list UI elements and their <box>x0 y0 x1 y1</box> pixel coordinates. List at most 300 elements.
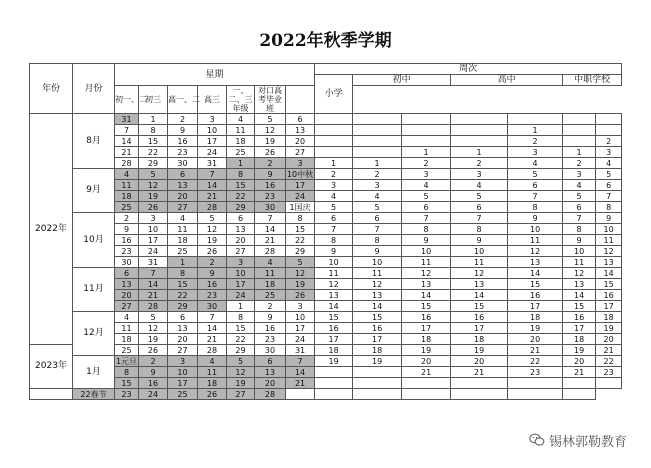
week-number-cell: 15 <box>563 301 596 312</box>
day-cell: 27 <box>168 345 198 356</box>
vocational-header: 中职学校 <box>563 75 622 86</box>
day-cell: 12 <box>198 224 227 235</box>
day-cell: 3 <box>286 158 315 169</box>
table-row <box>30 378 622 389</box>
day-cell: 3 <box>227 257 255 268</box>
week-number-cell: 18 <box>353 345 402 356</box>
week-number-cell <box>402 114 451 125</box>
table-row <box>30 290 622 301</box>
week-number-cell: 10 <box>451 246 508 257</box>
day-cell: 23 <box>255 191 286 202</box>
day-cell: 17 <box>198 136 227 147</box>
day-cell: 20 <box>115 290 139 301</box>
table-row <box>30 180 622 191</box>
day-cell: 6 <box>168 312 198 323</box>
day-cell: 12 <box>139 180 168 191</box>
day-cell: 24 <box>227 290 255 301</box>
day-cell: 6 <box>227 213 255 224</box>
day-cell: 21 <box>115 147 139 158</box>
table-row <box>30 323 622 334</box>
week-number-cell <box>563 125 596 136</box>
week-number-cell <box>508 389 563 400</box>
weekday-header: 星期 <box>115 64 315 86</box>
day-cell: 24 <box>198 147 227 158</box>
week-number-cell: 21 <box>402 367 451 378</box>
week-number-cell: 3 <box>402 169 451 180</box>
week-number-cell: 10 <box>596 224 622 235</box>
day-cell: 26 <box>255 147 286 158</box>
table-row <box>30 235 622 246</box>
day-cell: 20 <box>255 378 286 389</box>
day-cell: 5 <box>139 169 168 180</box>
day-cell: 5 <box>286 257 315 268</box>
week-number-cell: 12 <box>402 268 451 279</box>
table-row <box>30 389 622 400</box>
day-cell: 16 <box>255 323 286 334</box>
week-number-cell: 7 <box>563 213 596 224</box>
week-number-cell: 20 <box>451 356 508 367</box>
week-number-cell: 18 <box>402 334 451 345</box>
week-number-cell: 6 <box>402 202 451 213</box>
week-number-cell: 9 <box>315 246 353 257</box>
week-number-cell <box>315 147 353 158</box>
day-cell: 4 <box>255 257 286 268</box>
day-cell: 3 <box>139 213 168 224</box>
week-number-cell: 5 <box>353 202 402 213</box>
day-cell: 21 <box>139 290 168 301</box>
month-cell: 10月 <box>73 213 115 268</box>
week-number-cell: 4 <box>451 180 508 191</box>
week-number-cell: 8 <box>563 224 596 235</box>
table-row <box>30 246 622 257</box>
week-number-cell <box>353 147 402 158</box>
day-cell: 30 <box>198 301 227 312</box>
day-cell: 13 <box>227 224 255 235</box>
day-cell: 13 <box>168 180 198 191</box>
week-number-cell: 4 <box>563 180 596 191</box>
month-cell: 11月 <box>73 268 115 312</box>
week-number-cell <box>563 378 596 389</box>
calendar-table <box>29 63 622 400</box>
week-number-cell: 12 <box>508 246 563 257</box>
week-number-cell: 20 <box>563 356 596 367</box>
week-number-cell: 14 <box>451 290 508 301</box>
day-cell: 1国庆 <box>286 202 315 213</box>
week-number-cell: 22 <box>508 356 563 367</box>
week-number-cell: 12 <box>563 268 596 279</box>
day-cell: 20 <box>286 136 315 147</box>
table-row <box>30 279 622 290</box>
table-row <box>30 158 622 169</box>
week-number-cell: 5 <box>508 169 563 180</box>
day-cell: 9 <box>168 125 198 136</box>
day-cell: 5 <box>139 312 168 323</box>
day-cell: 23 <box>168 147 198 158</box>
day-cell: 11 <box>115 323 139 334</box>
week-number-cell: 17 <box>596 301 622 312</box>
day-cell: 30 <box>255 202 286 213</box>
day-cell: 16 <box>168 136 198 147</box>
day-cell: 14 <box>198 323 227 334</box>
week-number-cell: 21 <box>451 367 508 378</box>
day-cell: 5 <box>227 356 255 367</box>
day-cell: 28 <box>255 389 286 400</box>
day-cell: 25 <box>168 246 198 257</box>
week-number-cell: 8 <box>402 224 451 235</box>
table-row <box>30 312 622 323</box>
day-cell: 4 <box>168 213 198 224</box>
week-number-cell <box>402 136 451 147</box>
week-number-cell: 16 <box>508 290 563 301</box>
day-cell: 10 <box>286 312 315 323</box>
day-cell: 10中秋 <box>286 169 314 179</box>
week-number-cell: 14 <box>402 290 451 301</box>
day-cell: 22 <box>168 290 198 301</box>
day-cell: 14 <box>115 136 139 147</box>
day-cell: 25 <box>168 389 198 400</box>
table-row <box>30 213 622 224</box>
week-number-cell: 11 <box>563 257 596 268</box>
day-cell: 13 <box>255 367 286 378</box>
day-cell: 16 <box>255 180 286 191</box>
week-number-cell: 18 <box>315 345 353 356</box>
month-cell: 9月 <box>73 169 115 213</box>
week-number-cell: 16 <box>353 323 402 334</box>
day-cell: 2 <box>255 301 286 312</box>
day-cell: 15 <box>227 323 255 334</box>
day-cell: 1 <box>227 301 255 312</box>
week-number-cell: 13 <box>353 290 402 301</box>
day-cell: 24 <box>139 389 168 400</box>
day-cell: 12 <box>255 125 286 136</box>
day-cell: 23 <box>115 246 139 257</box>
week-number-cell <box>353 389 402 400</box>
year-cell: 2023年 <box>30 345 73 389</box>
day-cell: 14 <box>198 180 227 191</box>
day-cell: 23 <box>255 334 286 345</box>
day-cell: 21 <box>286 378 315 389</box>
table-row <box>30 125 622 136</box>
week-number-cell: 9 <box>563 235 596 246</box>
page-title: 2022年秋季学期 <box>259 31 392 51</box>
day-cell: 20 <box>168 334 198 345</box>
week-number-cell: 11 <box>402 257 451 268</box>
week-number-cell: 19 <box>353 356 402 367</box>
week-number-cell: 13 <box>451 279 508 290</box>
week-number-cell: 14 <box>353 301 402 312</box>
week-number-cell: 11 <box>315 268 353 279</box>
day-cell: 7 <box>198 312 227 323</box>
week-number-cell: 8 <box>315 235 353 246</box>
week-number-cell: 20 <box>596 334 622 345</box>
week-number-cell: 21 <box>563 367 596 378</box>
day-cell: 19 <box>286 279 315 290</box>
day-cell: 8 <box>139 125 168 136</box>
week-number-cell: 2 <box>402 158 451 169</box>
table-row <box>30 301 622 312</box>
week-number-cell: 19 <box>402 345 451 356</box>
day-cell: 24 <box>286 334 315 345</box>
day-cell: 26 <box>139 345 168 356</box>
week-number-header: 周次 <box>315 64 622 75</box>
week-number-cell: 17 <box>451 323 508 334</box>
week-number-cell <box>353 136 402 147</box>
week-number-cell: 12 <box>451 268 508 279</box>
day-cell: 6 <box>168 169 198 180</box>
table-row <box>30 345 622 356</box>
week-number-cell: 16 <box>563 312 596 323</box>
day-cell: 6 <box>255 356 286 367</box>
week-number-cell: 5 <box>402 191 451 202</box>
week-number-cell: 19 <box>508 323 563 334</box>
week-number-cell <box>451 389 508 400</box>
table-row <box>30 191 622 202</box>
week-number-cell: 7 <box>451 213 508 224</box>
week-number-cell: 10 <box>508 224 563 235</box>
week-number-cell <box>451 125 508 136</box>
day-cell: 27 <box>227 389 255 400</box>
day-cell: 21 <box>198 191 227 202</box>
week-number-cell: 6 <box>508 180 563 191</box>
week-number-cell: 12 <box>353 279 402 290</box>
day-cell: 31 <box>139 257 168 268</box>
week-number-cell: 6 <box>563 202 596 213</box>
week-number-cell: 2 <box>563 158 596 169</box>
day-cell: 17 <box>227 279 255 290</box>
day-cell: 7 <box>115 125 139 136</box>
week-number-cell <box>315 136 353 147</box>
week-number-cell: 3 <box>508 147 563 158</box>
day-cell: 13 <box>115 279 139 290</box>
day-cell: 26 <box>198 246 227 257</box>
day-cell: 23 <box>115 389 139 400</box>
week-number-cell: 2 <box>508 136 563 147</box>
month-header: 月份 <box>73 64 115 114</box>
day-cell: 2 <box>255 158 286 169</box>
day-cell: 29 <box>168 301 198 312</box>
day-cell: 20 <box>227 235 255 246</box>
day-cell: 14 <box>139 279 168 290</box>
week-number-cell: 4 <box>353 191 402 202</box>
day-cell: 14 <box>255 224 286 235</box>
table-row <box>30 367 622 378</box>
week-number-cell: 7 <box>596 191 622 202</box>
day-cell: 16 <box>139 378 168 389</box>
week-number-cell: 8 <box>451 224 508 235</box>
day-cell: 22 <box>286 235 315 246</box>
week-number-cell: 15 <box>596 279 622 290</box>
week-number-cell: 3 <box>315 180 353 191</box>
day-cell: 26 <box>139 202 168 213</box>
day-cell: 8 <box>286 213 315 224</box>
week-number-cell: 17 <box>402 323 451 334</box>
day-cell: 1 <box>227 158 255 169</box>
day-cell: 25 <box>115 345 139 356</box>
day-cell: 13 <box>168 323 198 334</box>
week-number-cell <box>353 125 402 136</box>
day-cell: 28 <box>139 301 168 312</box>
week-number-cell: 7 <box>508 191 563 202</box>
week-number-cell <box>596 125 622 136</box>
month-cell: 8月 <box>73 114 115 169</box>
day-cell: 7 <box>286 356 315 367</box>
week-number-cell: 14 <box>315 301 353 312</box>
junior-header: 初中 <box>353 75 451 86</box>
week-number-cell <box>596 378 622 389</box>
day-cell: 2 <box>115 213 139 224</box>
day-cell: 1 <box>168 257 198 268</box>
week-number-cell: 19 <box>315 356 353 367</box>
junior-3-header: 初三 <box>139 86 168 114</box>
table-row <box>30 169 622 180</box>
day-cell: 12 <box>227 367 255 378</box>
week-number-cell: 14 <box>508 268 563 279</box>
week-number-cell: 13 <box>596 257 622 268</box>
week-number-cell: 8 <box>353 235 402 246</box>
week-number-cell <box>563 136 596 147</box>
week-number-cell: 13 <box>315 290 353 301</box>
week-number-cell: 23 <box>596 367 622 378</box>
week-number-cell <box>353 114 402 125</box>
week-number-cell: 9 <box>508 213 563 224</box>
day-cell: 19 <box>227 378 255 389</box>
day-cell: 8 <box>227 312 255 323</box>
table-row <box>30 224 622 235</box>
day-cell: 30 <box>168 158 198 169</box>
week-number-cell: 8 <box>508 202 563 213</box>
week-number-cell: 2 <box>353 169 402 180</box>
week-number-cell: 5 <box>596 169 622 180</box>
table-row <box>30 136 622 147</box>
day-cell: 6 <box>115 268 139 279</box>
week-number-cell: 16 <box>315 323 353 334</box>
week-number-cell: 17 <box>563 323 596 334</box>
day-cell: 18 <box>227 136 255 147</box>
week-number-cell: 3 <box>353 180 402 191</box>
day-cell: 26 <box>286 290 315 301</box>
week-number-cell <box>451 378 508 389</box>
day-cell: 30 <box>115 257 139 268</box>
week-number-cell: 2 <box>451 158 508 169</box>
week-number-cell: 19 <box>451 345 508 356</box>
watermark-text: 锡林郭勒教育 <box>549 434 628 450</box>
week-number-cell: 15 <box>353 312 402 323</box>
day-cell: 4 <box>115 169 139 180</box>
day-cell: 4 <box>198 356 227 367</box>
week-number-cell: 2 <box>596 136 622 147</box>
day-cell: 5 <box>198 213 227 224</box>
week-number-cell <box>508 378 563 389</box>
watermark <box>529 430 627 450</box>
week-number-cell: 6 <box>451 202 508 213</box>
week-number-cell: 3 <box>596 147 622 158</box>
week-number-cell <box>596 114 622 125</box>
day-cell: 13 <box>286 125 315 136</box>
day-cell: 6 <box>286 114 315 125</box>
week-number-cell: 14 <box>596 268 622 279</box>
week-number-cell: 17 <box>353 334 402 345</box>
table-row <box>30 147 622 158</box>
table-row <box>30 334 622 345</box>
day-cell: 15 <box>286 224 315 235</box>
week-number-cell: 18 <box>508 312 563 323</box>
week-number-cell: 7 <box>402 213 451 224</box>
day-cell: 20 <box>168 191 198 202</box>
day-cell: 24 <box>139 246 168 257</box>
day-cell: 22 <box>227 334 255 345</box>
day-cell: 22 <box>139 147 168 158</box>
table-row <box>30 257 622 268</box>
day-cell: 4 <box>115 312 139 323</box>
week-number-cell: 19 <box>596 323 622 334</box>
day-cell: 2 <box>168 114 198 125</box>
week-number-cell: 11 <box>451 257 508 268</box>
day-cell: 17 <box>168 378 198 389</box>
day-cell: 28 <box>198 345 227 356</box>
junior-1-2-header: 初一、二 <box>115 86 139 114</box>
senior-3-header: 高三 <box>198 86 227 114</box>
day-cell: 30 <box>255 345 286 356</box>
week-number-cell: 18 <box>596 312 622 323</box>
day-cell: 15 <box>227 180 255 191</box>
day-cell: 29 <box>227 345 255 356</box>
day-cell: 28 <box>198 202 227 213</box>
day-cell: 27 <box>286 147 315 158</box>
day-cell: 19 <box>139 191 168 202</box>
day-cell: 11 <box>227 125 255 136</box>
week-number-cell: 15 <box>451 301 508 312</box>
table-row <box>30 202 622 213</box>
day-cell: 5 <box>255 114 286 125</box>
day-cell: 4 <box>227 114 255 125</box>
vocational-exam-header: 对口高考毕业班 <box>255 86 286 114</box>
week-number-cell: 22 <box>596 356 622 367</box>
week-number-cell: 1 <box>563 147 596 158</box>
week-number-cell: 20 <box>508 334 563 345</box>
week-number-cell: 21 <box>596 345 622 356</box>
week-number-cell <box>402 378 451 389</box>
day-cell: 12 <box>286 268 315 279</box>
day-cell: 24 <box>286 191 315 202</box>
week-number-cell: 10 <box>353 257 402 268</box>
day-cell: 7 <box>198 169 227 180</box>
day-cell: 9 <box>255 169 286 180</box>
day-cell: 19 <box>139 334 168 345</box>
day-cell: 8 <box>168 268 198 279</box>
day-cell: 8 <box>115 367 139 378</box>
week-number-cell: 7 <box>315 224 353 235</box>
week-number-cell: 9 <box>353 246 402 257</box>
day-cell: 9 <box>139 367 168 378</box>
week-number-cell: 4 <box>596 158 622 169</box>
week-number-cell: 10 <box>402 246 451 257</box>
week-number-cell: 9 <box>402 235 451 246</box>
senior-header: 高中 <box>451 75 563 86</box>
day-cell: 18 <box>168 235 198 246</box>
week-number-cell <box>286 389 315 400</box>
day-cell: 26 <box>198 389 227 400</box>
day-cell: 18 <box>255 279 286 290</box>
week-number-cell <box>402 389 451 400</box>
week-number-cell: 4 <box>508 158 563 169</box>
day-cell: 21 <box>198 334 227 345</box>
day-cell: 7 <box>139 268 168 279</box>
week-number-cell <box>353 378 402 389</box>
day-cell: 18 <box>198 378 227 389</box>
day-cell: 23 <box>198 290 227 301</box>
week-number-cell <box>451 114 508 125</box>
day-cell: 15 <box>115 378 139 389</box>
